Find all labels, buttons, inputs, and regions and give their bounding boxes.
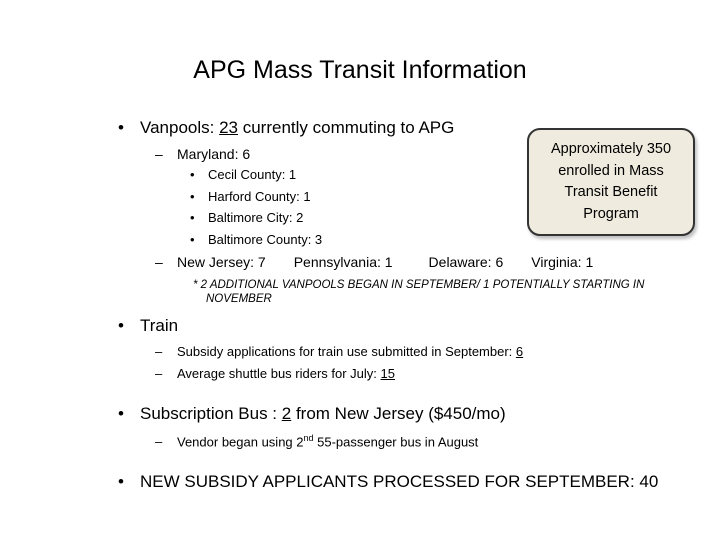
vendor-pre: Vendor began using 2: [177, 434, 304, 450]
vendor-sup: nd: [303, 433, 314, 443]
shuttle-text: Average shuttle bus riders for July:: [177, 366, 381, 381]
dash-icon: –: [155, 344, 163, 359]
dash-icon: –: [155, 254, 163, 270]
county-item: [190, 232, 322, 247]
subscription-bus-item: [118, 404, 506, 424]
maryland-item: [155, 146, 250, 162]
vanpool-note: [193, 278, 644, 306]
vanpools-label: Vanpools:: [140, 118, 220, 137]
bullet-icon: •: [118, 118, 124, 137]
shuttle-item: [155, 366, 395, 381]
callout-text: Approximately 350 enrolled in Mass Transit Benefit Program: [550, 141, 672, 222]
train-item: [118, 316, 178, 336]
sub-bullet-icon: •: [190, 189, 195, 204]
county-item: [190, 210, 303, 225]
title-text: APG Mass Transit Information: [193, 56, 527, 84]
note-line: NOVEMBER: [206, 293, 272, 305]
county-item: [190, 167, 296, 182]
state-pa: Pennsylvania: 1: [293, 254, 393, 270]
train-subsidy-item: [155, 344, 523, 359]
dash-icon: –: [155, 434, 163, 450]
state-nj: New Jersey: 7: [177, 254, 266, 270]
vanpools-item: [118, 118, 454, 138]
shuttle-value: 15: [380, 366, 395, 381]
bullet-icon: •: [118, 472, 124, 491]
sub-bullet-icon: •: [190, 232, 195, 247]
subscription-bus-label: Subscription Bus :: [140, 404, 282, 423]
other-states-item: [155, 254, 593, 270]
vendor-post: 55-passenger bus in August: [313, 434, 479, 450]
vanpools-rest: currently commuting to APG: [238, 118, 455, 137]
county-text: Baltimore City: 2: [208, 210, 304, 225]
new-subsidy-text: NEW SUBSIDY APPLICANTS PROCESSED FOR SEPTEMBER: 40: [140, 472, 659, 491]
page-title: [0, 56, 720, 85]
dash-icon: –: [155, 366, 163, 381]
bullet-icon: •: [118, 404, 124, 423]
benefit-callout: [527, 128, 695, 236]
train-subsidy-value: 6: [515, 344, 524, 359]
sub-bullet-icon: •: [190, 167, 195, 182]
subscription-bus-rest: from New Jersey ($450/mo): [291, 404, 506, 423]
county-text: Baltimore County: 3: [208, 232, 323, 247]
state-va: Virginia: 1: [531, 254, 594, 270]
county-text: Cecil County: 1: [208, 167, 297, 182]
county-text: Harford County: 1: [208, 189, 311, 204]
subscription-bus-count: 2: [281, 404, 292, 423]
vendor-item: [155, 433, 478, 449]
sub-bullet-icon: •: [190, 210, 195, 225]
county-item: [190, 189, 311, 204]
train-label: Train: [140, 316, 179, 335]
note-line: * 2 ADDITIONAL VANPOOLS BEGAN IN SEPTEMBER/ 1 POTENTIALLY STARTING IN: [193, 279, 645, 291]
vanpools-count: 23: [219, 118, 238, 137]
train-subsidy-text: Subsidy applications for train use submitted in September:: [177, 344, 516, 359]
bullet-icon: •: [118, 316, 124, 335]
maryland-text: Maryland: 6: [177, 146, 251, 162]
state-de: Delaware: 6: [428, 254, 504, 270]
new-subsidy-item: [118, 472, 658, 492]
dash-icon: –: [155, 146, 163, 162]
